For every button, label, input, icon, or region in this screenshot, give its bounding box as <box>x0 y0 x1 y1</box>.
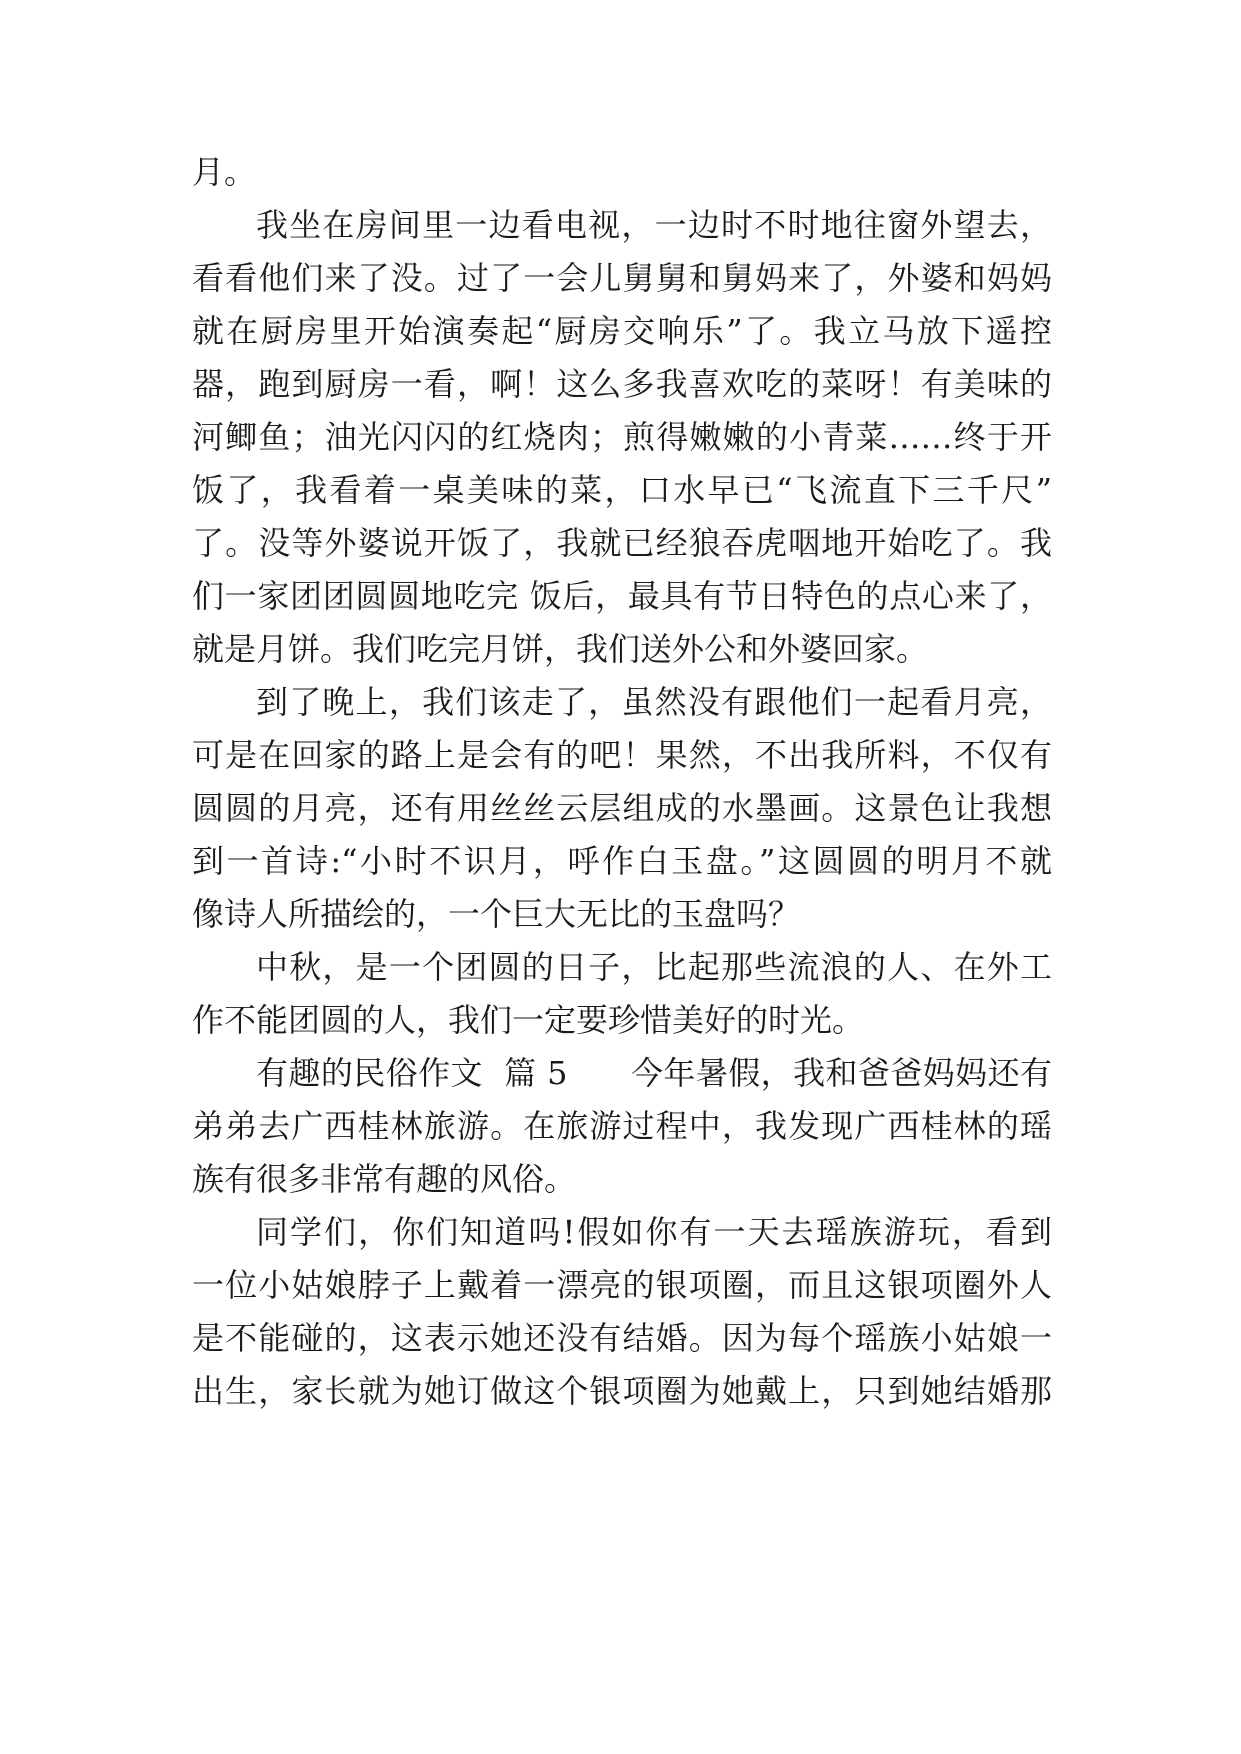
text-line: 看看他们来了没。过了一会儿舅舅和舅妈来了，外婆和妈妈 <box>192 259 1052 297</box>
text-line: 圆圆的月亮，还有用丝丝云层组成的水墨画。这景色让我想 <box>192 789 1052 827</box>
text-line: 同学们，你们知道吗!假如你有一天去瑶族游玩，看到 <box>256 1213 1052 1251</box>
text-line: 弟弟去广西桂林旅游。在旅游过程中，我发现广西桂林的瑶 <box>192 1107 1052 1145</box>
text-line: 就是月饼。我们吃完月饼，我们送外公和外婆回家。 <box>192 630 929 668</box>
text-line: 河鲫鱼；油光闪闪的红烧肉；煎得嫩嫩的小青菜……终于开 <box>192 418 1052 456</box>
text-line: 有趣的民俗作文 篇 5 今年暑假，我和爸爸妈妈还有 <box>256 1054 1052 1092</box>
text-line: 我坐在房间里一边看电视，一边时不时地往窗外望去， <box>256 206 1052 244</box>
text-line: 可是在回家的路上是会有的吧！果然，不出我所料，不仅有 <box>192 736 1052 774</box>
text-line: 一位小姑娘脖子上戴着一漂亮的银项圈，而且这银项圈外人 <box>192 1266 1052 1304</box>
text-line: 了。没等外婆说开饭了，我就已经狼吞虎咽地开始吃了。我 <box>192 524 1052 562</box>
text-line: 作不能团圆的人，我们一定要珍惜美好的时光。 <box>192 1001 865 1039</box>
text-line: 器，跑到厨房一看，啊！这么多我喜欢吃的菜呀！有美味的 <box>192 365 1052 403</box>
text-line: 中秋，是一个团圆的日子，比起那些流浪的人、在外工 <box>256 948 1052 986</box>
text-line: 像诗人所描绘的，一个巨大无比的玉盘吗？ <box>192 895 801 933</box>
text-line: 到一首诗:“小时不识月，呼作白玉盘。”这圆圆的明月不就 <box>192 842 1052 880</box>
text-line: 到了晚上，我们该走了，虽然没有跟他们一起看月亮， <box>256 683 1052 721</box>
text-line: 族有很多非常有趣的风俗。 <box>192 1160 577 1198</box>
text-line: 月。 <box>192 153 257 191</box>
text-line: 就在厨房里开始演奏起“厨房交响乐”了。我立马放下遥控 <box>192 312 1052 350</box>
text-line: 是不能碰的，这表示她还没有结婚。因为每个瑶族小姑娘一 <box>192 1319 1052 1357</box>
text-line: 们一家团团圆圆地吃完 饭后，最具有节日特色的点心来了， <box>192 577 1052 615</box>
text-line: 出生，家长就为她订做这个银项圈为她戴上，只到她结婚那 <box>192 1372 1052 1410</box>
text-line: 饭了，我看着一桌美味的菜，口水早已“飞流直下三千尺” <box>192 471 1052 509</box>
